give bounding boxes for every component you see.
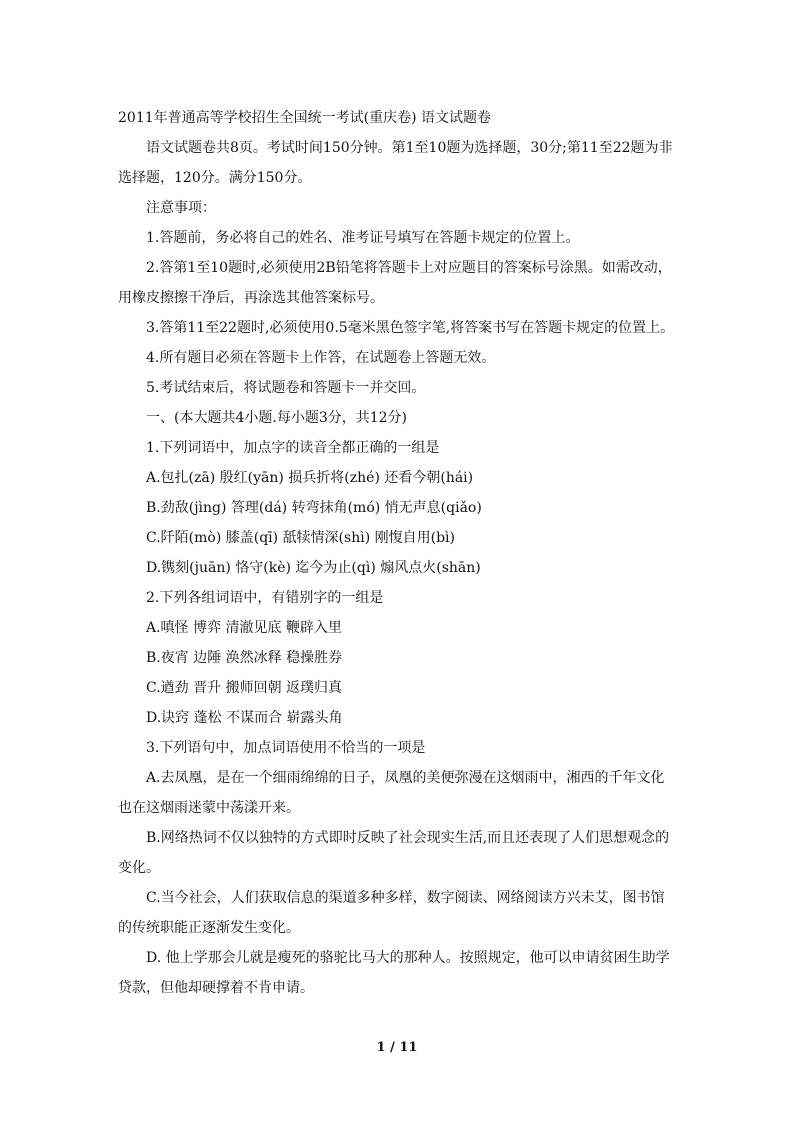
question-option: C.遒劲 晋升 搬师回朝 返璞归真 bbox=[146, 680, 343, 696]
notice-item: 1.答题前，务必将自己的姓名、准考证号填写在答题卡规定的位置上。 bbox=[146, 230, 580, 246]
exam-intro: 语文试题卷共8页。考试时间150分钟。第1至10题为选择题，30分;第11至22题为非选择题，120分。满分150分。 bbox=[118, 140, 673, 186]
notice-heading: 注意事项： bbox=[146, 200, 216, 216]
document-title: 2011年普通高等学校招生全国统一考试(重庆卷) 语文试题卷 bbox=[118, 110, 492, 126]
question-stem: 1.下列词语中，加点字的读音全都正确的一组是 bbox=[146, 440, 440, 456]
question-option: C.阡陌(mò) 膝盖(qī) 舐犊情深(shì) 刚愎自用(bì) bbox=[146, 530, 455, 546]
question-option: D.诀窍 蓬松 不谋而合 崭露头角 bbox=[146, 710, 343, 726]
question-option: A.包扎(zā) 殷红(yān) 损兵折将(zhé) 还看今朝(hái) bbox=[146, 470, 474, 486]
question-option: D. 他上学那会儿就是瘦死的骆驼比马大的那种人。按照规定，他可以申请贫困生助学贷款，但他却硬撑着不肯申请。 bbox=[118, 950, 670, 996]
question-option: B.夜宵 边陲 涣然冰释 稳操胜券 bbox=[146, 650, 343, 666]
question-option: B.劲敌(jìng) 答理(dá) 转弯抹角(mó) 悄无声息(qiǎo) bbox=[146, 500, 482, 516]
page-number: 1 / 11 bbox=[376, 1040, 418, 1055]
question-option: C.当今社会，人们获取信息的渠道多种多样，数字阅读、网络阅读方兴未艾，图书馆的传统职能正逐渐发生变化。 bbox=[118, 890, 665, 936]
question-option: D.镌刻(juān) 恪守(kè) 迄今为止(qì) 煽风点火(shān) bbox=[146, 560, 481, 576]
question-stem: 2.下列各组词语中，有错别字的一组是 bbox=[146, 590, 384, 606]
question-option: A.去凤凰，是在一个细雨绵绵的日子，凤凰的美便弥漫在这烟雨中，湘西的千年文化也在这烟雨迷蒙中荡漾开来。 bbox=[118, 770, 665, 816]
question-option: B.网络热词不仅以独特的方式即时反映了社会现实生活,而且还表现了人们思想观念的变化。 bbox=[118, 830, 670, 876]
notice-item: 5.考试结束后，将试题卷和答题卡一并交回。 bbox=[146, 380, 426, 396]
question-option: A.嗔怪 博弈 清澈见底 鞭辟入里 bbox=[146, 620, 342, 636]
question-stem: 3.下列语句中，加点词语使用不恰当的一项是 bbox=[146, 740, 426, 756]
notice-item: 2.答第1至10题时,必须使用2B铅笔将答题卡上对应题目的答案标号涂黑。如需改动，用橡皮擦擦干净后，再涂选其他答案标号。 bbox=[118, 260, 672, 306]
notice-item: 3.答第11至22题时,必须使用0.5毫米黑色签字笔,将答案书写在答题卡规定的位置上。 bbox=[146, 320, 675, 336]
notice-item: 4.所有题目必须在答题卡上作答，在试题卷上答题无效。 bbox=[146, 350, 496, 366]
section-heading: 一、(本大题共4小题.每小题3分，共12分) bbox=[146, 410, 408, 426]
document-body bbox=[118, 103, 676, 1003]
